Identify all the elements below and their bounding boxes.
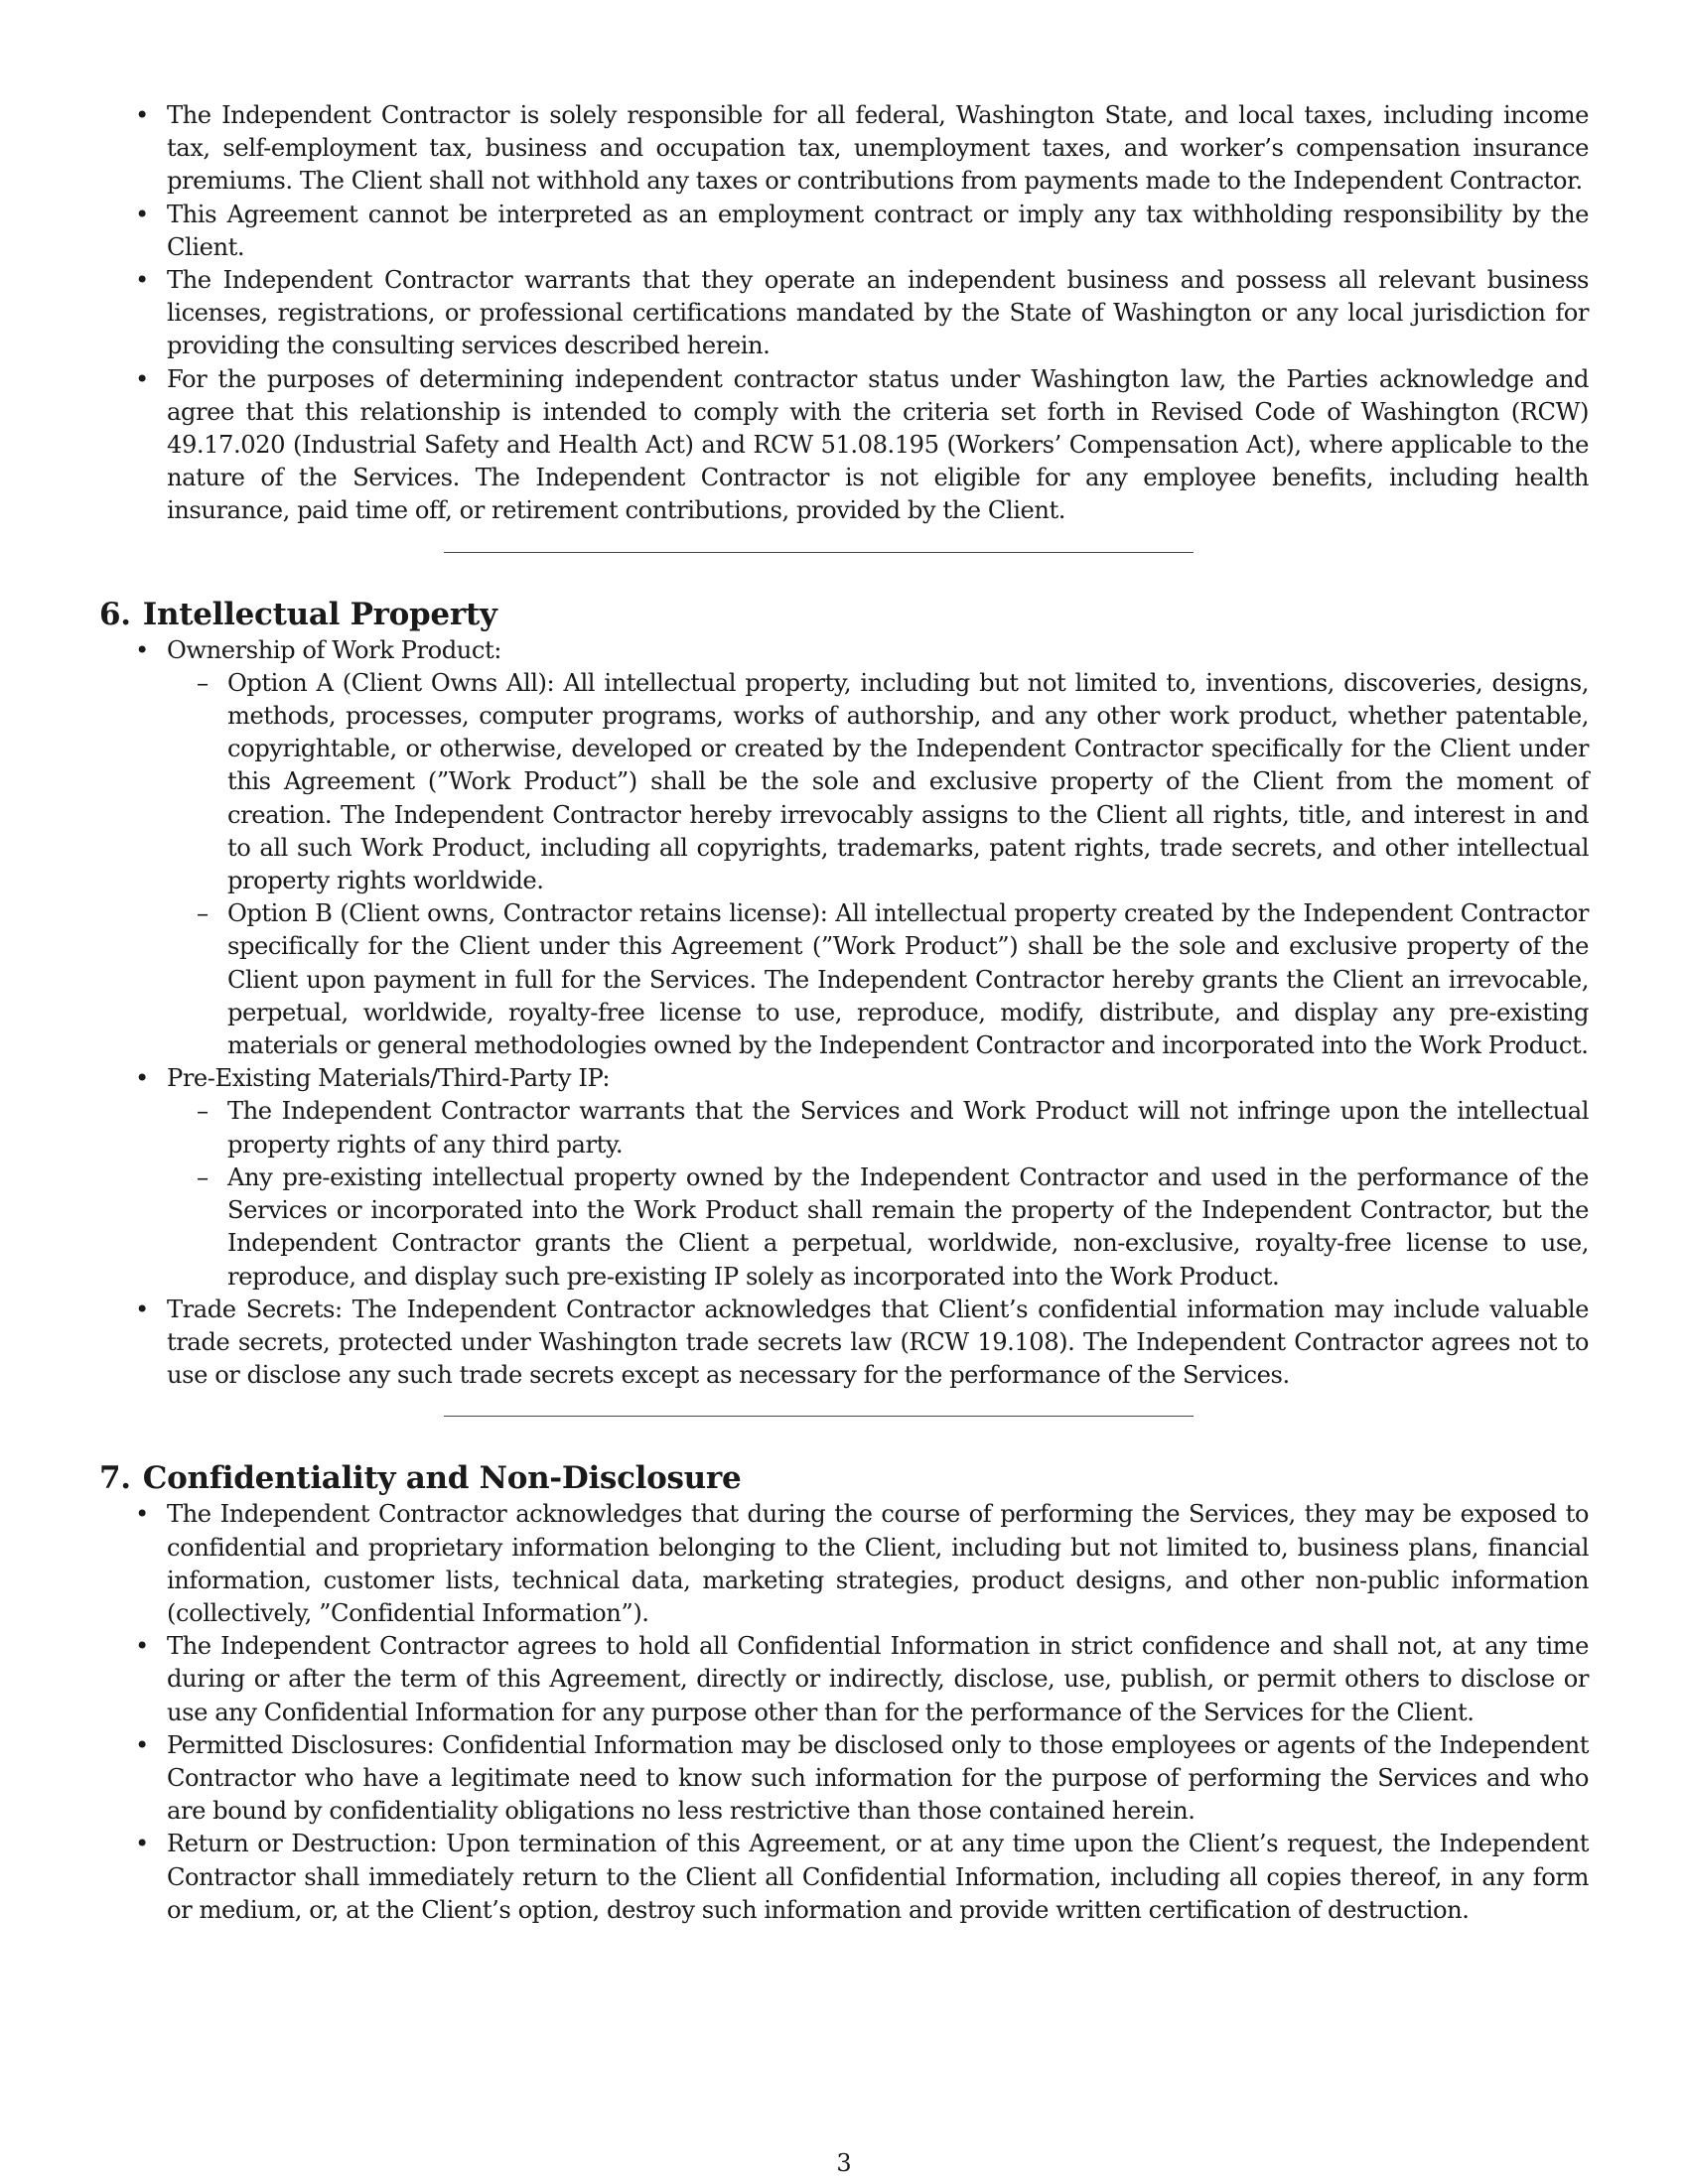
section-heading <box>99 595 1589 634</box>
section-title: Intellectual Property <box>142 596 497 632</box>
section-heading <box>99 1458 1589 1498</box>
page-number: 3 <box>836 2149 852 2177</box>
section-5-list <box>99 99 1589 528</box>
preexisting-label: Pre-Existing Materials/Third-Party IP: <box>167 1064 611 1093</box>
sub-list-item: – The Independent Contractor warrants that the Services and Work Product will not infringe upon the intellectual property rights of any third party. <box>167 1095 1589 1160</box>
sub-list-item: – Any pre-existing intellectual property owned by the Independent Contractor and used in the performance of the Services or incorporated into the Work Product shall remain the property of the Independent Contractor, but the Independent Contractor grants the Client a perpetual, worldwide, non-exclusive, royalty-free license to use, reproduce, and display such pre-existing IP solely as incorporated into the Work Product. <box>167 1161 1589 1294</box>
list-item: • For the purposes of determining independent contractor status under Washington law, the Parties acknowledge and agree that this relationship is intended to comply with the criteria set forth in Revised Code of Washington (RCW) 49.17.020 (Industrial Safety and Health Act) and RCW 51.08.195 (Workers’ Compensation Act), where applicable to the nature of the Services. The Independent Contractor is not eligible for any employee benefits, including health insurance, paid time off, or retirement contributions, provided by the Client. <box>99 363 1589 528</box>
section-divider <box>444 1416 1194 1417</box>
section-divider <box>444 552 1194 553</box>
section-title: Confidentiality and Non-Disclosure <box>142 1460 742 1497</box>
list-item: • This Agreement cannot be interpreted as an employment contract or imply any tax withholding responsibility by the Client. <box>99 199 1589 264</box>
section-7 <box>99 1458 1589 1927</box>
sub-list-item: – Option A (Client Owns All): All intellectual property, including but not limited to, inventions, discoveries, designs, methods, processes, computer programs, works of authorship, and any other work product, whether patentable, copyrightable, or otherwise, developed or created by the Independent Contractor specifically for the Client under this Agreement (”Work Product”) shall be the sole and exclusive property of the Client from the moment of creation. The Independent Contractor hereby irrevocably assigns to the Client all rights, title, and interest in and to all such Work Product, including all copyrights, trademarks, patent rights, trade secrets, and other intellectual property rights worldwide. <box>167 667 1589 897</box>
section-7-list <box>99 1498 1589 1927</box>
section-number: 7. <box>99 1460 131 1497</box>
list-item: • The Independent Contractor agrees to hold all Confidential Information in strict confidence and shall not, at any time during or after the term of this Agreement, directly or indirectly, disclose, use, publish, or permit others to disclose or use any Confidential Information for any purpose other than for the performance of the Services for the Client. <box>99 1630 1589 1729</box>
ownership-sublist <box>167 667 1589 1062</box>
document-page <box>99 99 1589 1927</box>
ownership-label: Ownership of Work Product: <box>167 635 501 664</box>
preexisting-sublist <box>167 1095 1589 1293</box>
section-6-list <box>99 634 1589 1393</box>
list-item: • Return or Destruction: Upon termination of this Agreement, or at any time upon the Client’s request, the Independent Contractor shall immediately return to the Client all Confidential Information, including all copies thereof, in any form or medium, or, at the Client’s option, destroy such information and provide written certification of destruction. <box>99 1828 1589 1927</box>
list-item: • The Independent Contractor acknowledges that during the course of performing the Services, they may be exposed to confidential and proprietary information belonging to the Client, including but not limited to, business plans, financial information, customer lists, technical data, marketing strategies, product designs, and other non-public information (collectively, ”Confidential Information”). <box>99 1498 1589 1630</box>
section-6 <box>99 595 1589 1393</box>
section-number: 6. <box>99 596 131 632</box>
list-item: • Trade Secrets: The Independent Contractor acknowledges that Client’s confidential information may include valuable trade secrets, protected under Washington trade secrets law (RCW 19.108). The Independent Contractor agrees not to use or disclose any such trade secrets except as necessary for the performance of the Services. <box>99 1294 1589 1393</box>
list-item <box>99 1062 1589 1293</box>
list-item: • The Independent Contractor is solely responsible for all federal, Washington State, and local taxes, including income tax, self-employment tax, business and occupation tax, unemployment taxes, and worker’s compensation insurance premiums. The Client shall not withhold any taxes or contributions from payments made to the Independent Contractor. <box>99 99 1589 199</box>
list-item <box>99 634 1589 1063</box>
list-item: • The Independent Contractor warrants that they operate an independent business and possess all relevant business licenses, registrations, or professional certifications mandated by the State of Washington or any local jurisdiction for providing the consulting services described herein. <box>99 264 1589 363</box>
sub-list-item: – Option B (Client owns, Contractor retains license): All intellectual property created by the Independent Contractor specifically for the Client under this Agreement (”Work Product”) shall be the sole and exclusive property of the Client upon payment in full for the Services. The Independent Contractor hereby grants the Client an irrevocable, perpetual, worldwide, royalty-free license to use, reproduce, modify, distribute, and display any pre-existing materials or general methodologies owned by the Independent Contractor and incorporated into the Work Product. <box>167 897 1589 1062</box>
list-item: • Permitted Disclosures: Confidential Information may be disclosed only to those employees or agents of the Independent Contractor who have a legitimate need to know such information for the purpose of performing the Services and who are bound by confidentiality obligations no less restrictive than those contained herein. <box>99 1729 1589 1829</box>
